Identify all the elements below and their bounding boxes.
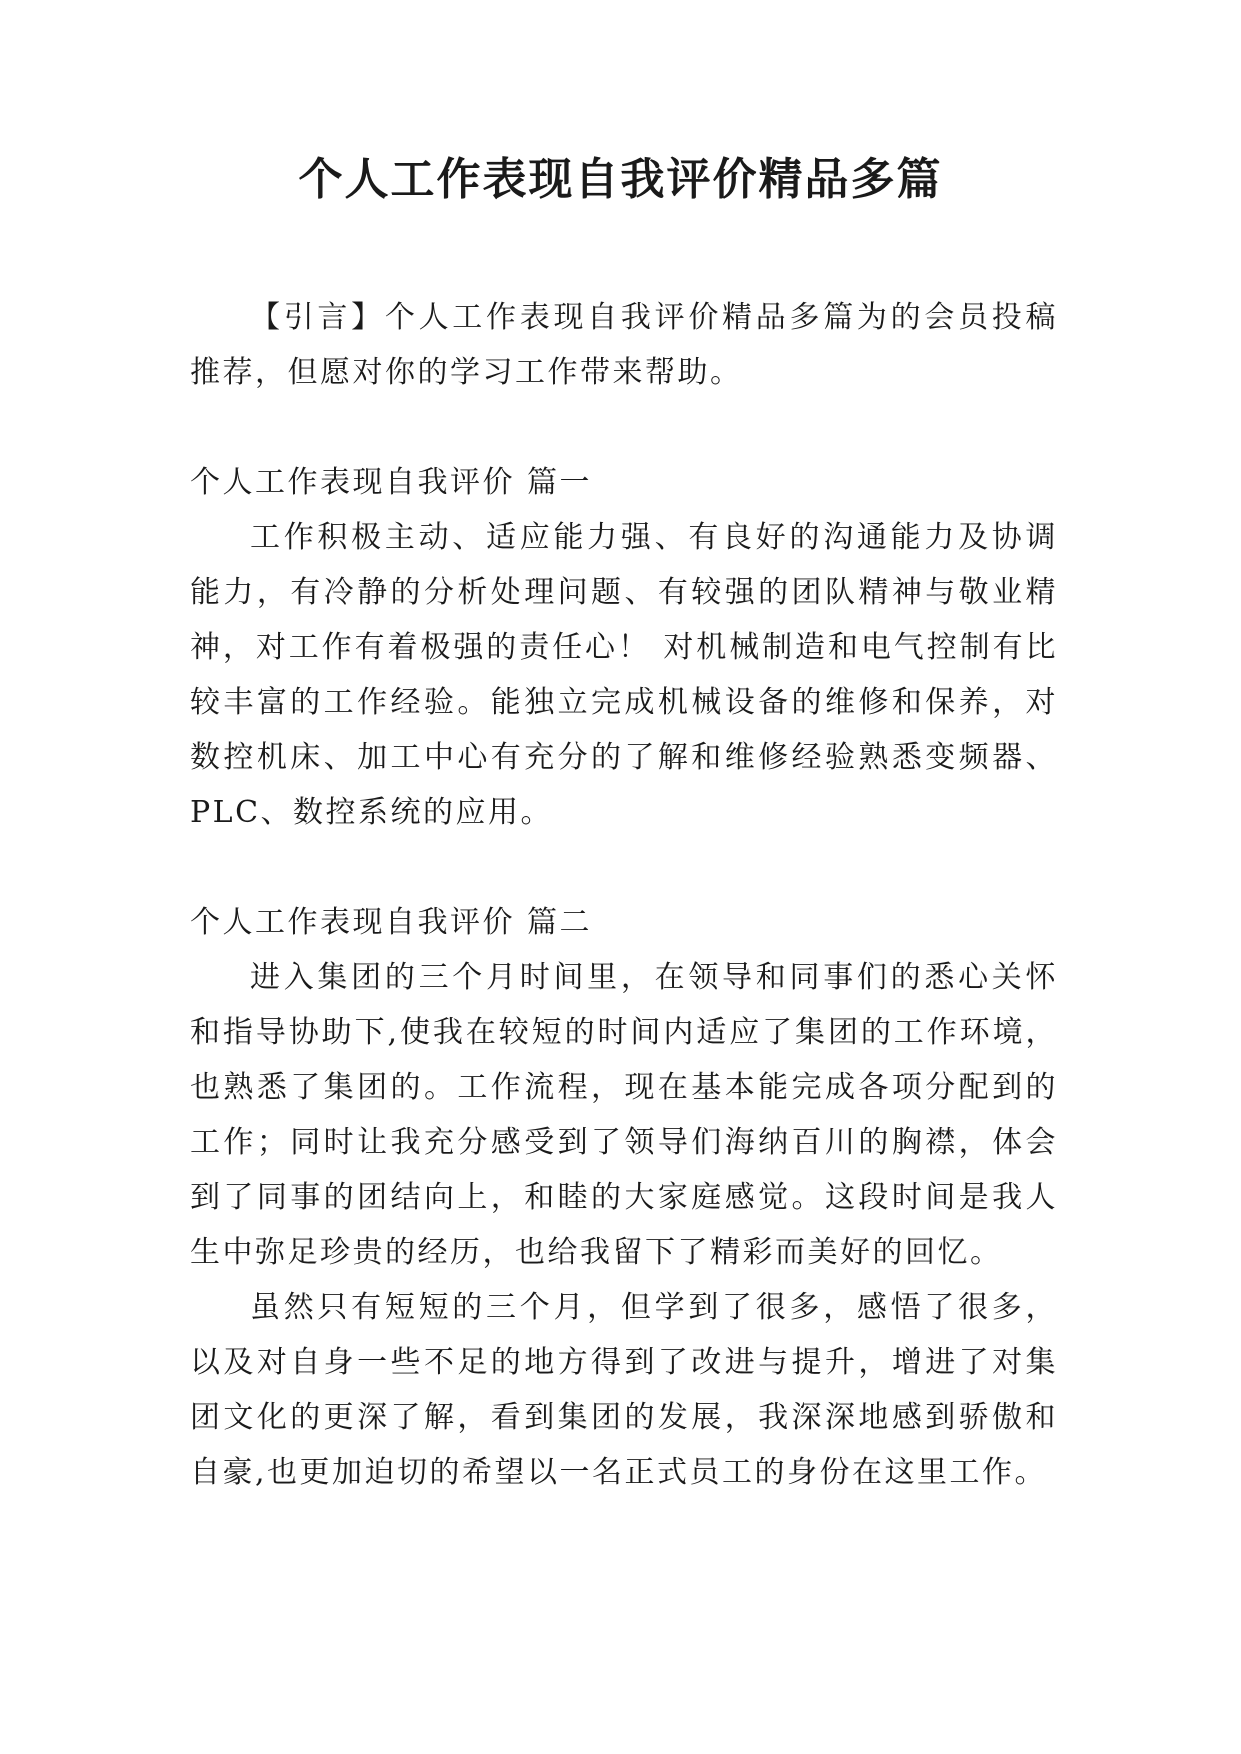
intro-paragraph: 【引言】个人工作表现自我评价精品多篇为的会员投稿推荐，但愿对你的学习工作带来帮助。 [190, 300, 1058, 390]
document-body [190, 290, 1058, 1500]
spacer [190, 840, 1058, 895]
section-paragraph: 工作积极主动、适应能力强、有良好的沟通能力及协调能力，有冷静的分析处理问题、有较强的团队精神与敬业精神，对工作有着极强的责任心！ 对机械制造和电气控制有比较丰富的工作经验。能独立完成机械设备的维修和保养，对数控机床、加工中心有充分的了解和维修经验熟悉变频器、PLC、数控系统的应用。 [190, 520, 1058, 830]
section-paragraph: 进入集团的三个月时间里，在领导和同事们的悉心关怀和指导协助下,使我在较短的时间内适应了集团的工作环境，也熟悉了集团的。工作流程，现在基本能完成各项分配到的工作；同时让我充分感受到了领导们海纳百川的胸襟，体会到了同事的团结向上，和睦的大家庭感觉。这段时间是我人生中弥足珍贵的经历，也给我留下了精彩而美好的回忆。 [190, 960, 1058, 1270]
section-two [190, 895, 1058, 1500]
spacer [190, 400, 1058, 455]
section-heading: 个人工作表现自我评价 篇二 [190, 905, 593, 940]
section-heading: 个人工作表现自我评价 篇一 [190, 465, 593, 500]
section-one [190, 455, 1058, 840]
document-title: 个人工作表现自我评价精品多篇 [298, 154, 943, 205]
section-paragraph: 虽然只有短短的三个月，但学到了很多，感悟了很多，以及对自身一些不足的地方得到了改进与提升，增进了对集团文化的更深了解，看到集团的发展，我深深地感到骄傲和自豪,也更加迫切的希望以一名正式员工的身份在这里工作。 [190, 1290, 1058, 1490]
